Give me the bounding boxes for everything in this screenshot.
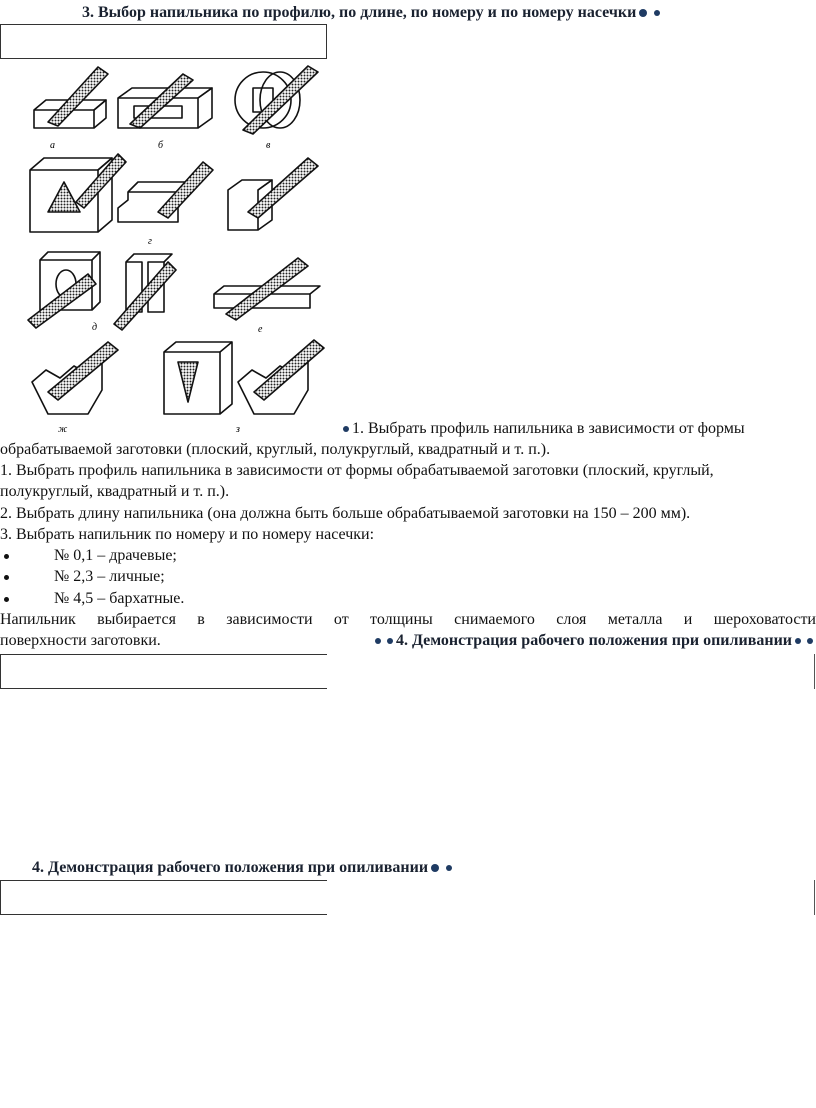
section3-heading: [82, 4, 660, 22]
section4-title: 4. Демонстрация рабочего положения при опиливании: [32, 859, 429, 876]
label-d: д: [92, 322, 98, 333]
bullet-dot-icon: [795, 638, 801, 644]
blank-frame: [0, 880, 327, 915]
frame-right-edge: [814, 880, 815, 915]
bullet-dot-icon: [639, 9, 647, 17]
figure-d: [28, 252, 176, 330]
file-profile-figure: [18, 62, 338, 435]
blank-frame: [0, 654, 327, 689]
label-e: е: [258, 324, 263, 335]
list-item: № 2,3 – личные;: [54, 568, 165, 585]
step1-inline-second: обрабатываемой заготовки (плоский, круглый, полукруглый, квадратный и т. п.).: [0, 441, 551, 458]
bullet-dot-icon: [654, 10, 660, 16]
label-zh: ж: [58, 424, 68, 435]
figure-zh: [32, 342, 118, 414]
step3-line: 3. Выбрать напильник по номеру и по номеру насечки:: [0, 526, 375, 543]
bullet-dot-icon: [807, 638, 813, 644]
bullet-dot-icon: [343, 426, 349, 432]
label-a: а: [50, 140, 55, 151]
bullet-dot-icon: [4, 575, 9, 580]
step1-inline-first: [340, 418, 745, 439]
paragraph-line-a: Напильник выбирается в зависимости от толщины снимаемого слоя металла и шероховатости: [0, 611, 816, 628]
bullet-dot-icon: [387, 638, 393, 644]
step2-line: 2. Выбрать длину напильника (она должна быть больше обрабатываемой заготовки на 150 – 200 мм).: [0, 505, 691, 522]
figure-b: [118, 74, 212, 128]
figure-e: [214, 258, 320, 320]
bullet-dot-icon: [446, 865, 452, 871]
figure-z: [164, 340, 324, 414]
step1-line-b: полукруглый, квадратный и т. п.).: [0, 483, 230, 500]
section4-heading: [32, 859, 452, 877]
step1-line-a: 1. Выбрать профиль напильника в зависимости от формы обрабатываемой заготовки (плоский, круглый,: [0, 462, 714, 479]
figure-g: [30, 154, 318, 232]
bullet-dot-icon: [431, 864, 439, 872]
bullet-dot-icon: [4, 597, 9, 602]
paragraph-line-b: [0, 630, 816, 651]
list-item: № 4,5 – бархатные.: [54, 590, 185, 607]
label-b: б: [158, 140, 164, 151]
step1-inline-text: 1. Выбрать профиль напильника в зависимости от формы: [352, 420, 745, 437]
blank-frame: [0, 24, 327, 59]
inline-heading4-text: 4. Демонстрация рабочего положения при опиливании: [395, 632, 792, 649]
paragraph-end: поверхности заготовки.: [0, 632, 161, 649]
label-v: в: [266, 140, 271, 151]
bullet-dot-icon: [4, 554, 9, 559]
label-g: г: [148, 236, 152, 247]
inline-heading4: [372, 630, 816, 651]
frame-right-edge: [814, 654, 815, 689]
label-z: з: [236, 424, 240, 435]
list-item: № 0,1 – драчевые;: [54, 547, 177, 564]
bullet-dot-icon: [375, 638, 381, 644]
figure-a: [34, 67, 108, 128]
section3-title: 3. Выбор напильника по профилю, по длине, по номеру и по номеру насечки: [82, 4, 637, 21]
figure-v: [235, 66, 318, 134]
